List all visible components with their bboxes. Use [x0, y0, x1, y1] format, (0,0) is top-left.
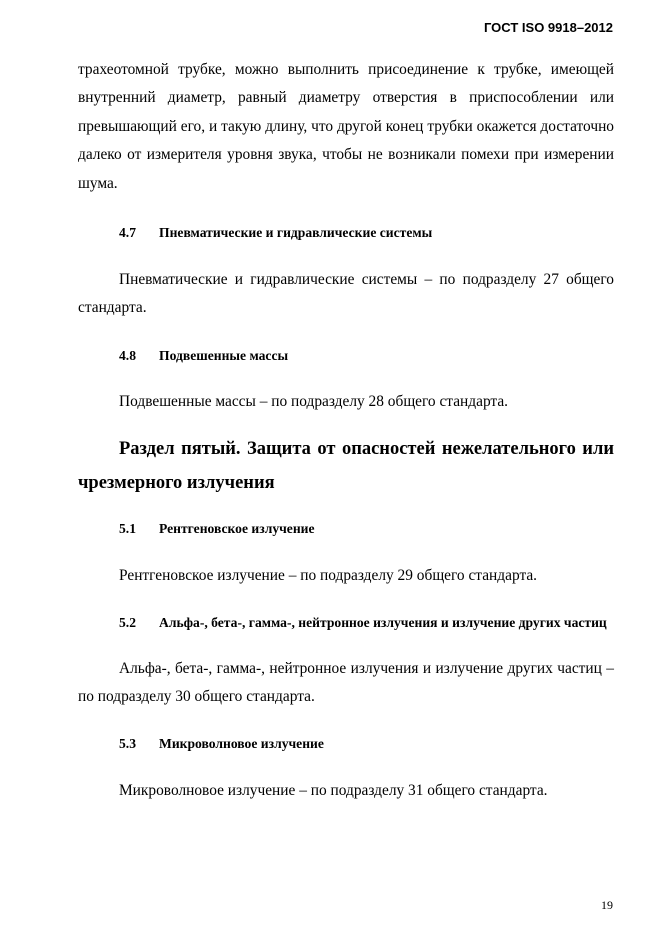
section-text-5-1: Рентгеновское излучение – по подразделу 29 общего стандарта.	[119, 567, 538, 585]
section-text-5-3: Микроволновое излучение – по подразделу 31 общего стандарта.	[119, 782, 548, 800]
section-text-4-7: Пневматические и гидравлические системы – по подразделу 27 общего стандарта.	[78, 271, 614, 317]
section-number: 4.7	[119, 225, 136, 241]
section-number: 5.3	[119, 736, 136, 752]
section-text-5-2: Альфа-, бета-, гамма-, нейтронное излучения и излучение других частиц – по подразделу 30 общего стандарта.	[78, 659, 614, 706]
document-body	[78, 56, 614, 806]
section-heading-5-2	[78, 610, 614, 636]
section-title: Пневматические и гидравлические системы	[159, 225, 433, 241]
section-text-4-8: Подвешенные массы – по подразделу 28 общего стандарта.	[119, 392, 509, 410]
intro-paragraph: трахеотомной трубке, можно выполнить присоединение к трубке, имеющей внутренний диаметр, равный диаметру отверстия в приспособлении или превышающий его, и такую длину, что другой конец трубки окажется достаточно далеко от измерителя уровня звука, чтобы не возникали помехи при измерении шума.	[78, 61, 614, 192]
section-title: Подвешенные массы	[159, 347, 289, 363]
page-number: 19	[601, 898, 613, 912]
section-heading-4-8	[78, 343, 614, 369]
section-number: 5.1	[119, 521, 136, 537]
section-number: 4.8	[119, 347, 136, 363]
section-title: Рентгеновское излучение	[159, 521, 315, 537]
section-heading-4-7	[78, 220, 614, 246]
section-title: Альфа-, бета-, гамма-, нейтронное излучения и излучение других частиц	[159, 614, 607, 630]
document-header: ГОСТ ISO 9918–2012	[483, 20, 613, 35]
section-title: Микроволновое излучение	[159, 736, 324, 752]
section-heading-5-3	[78, 731, 614, 757]
section-heading-5-1	[78, 516, 614, 542]
section-number: 5.2	[119, 614, 136, 630]
part-heading: Раздел пятый. Защита от опасностей нежелательного или чрезмерного излучения	[78, 439, 614, 494]
